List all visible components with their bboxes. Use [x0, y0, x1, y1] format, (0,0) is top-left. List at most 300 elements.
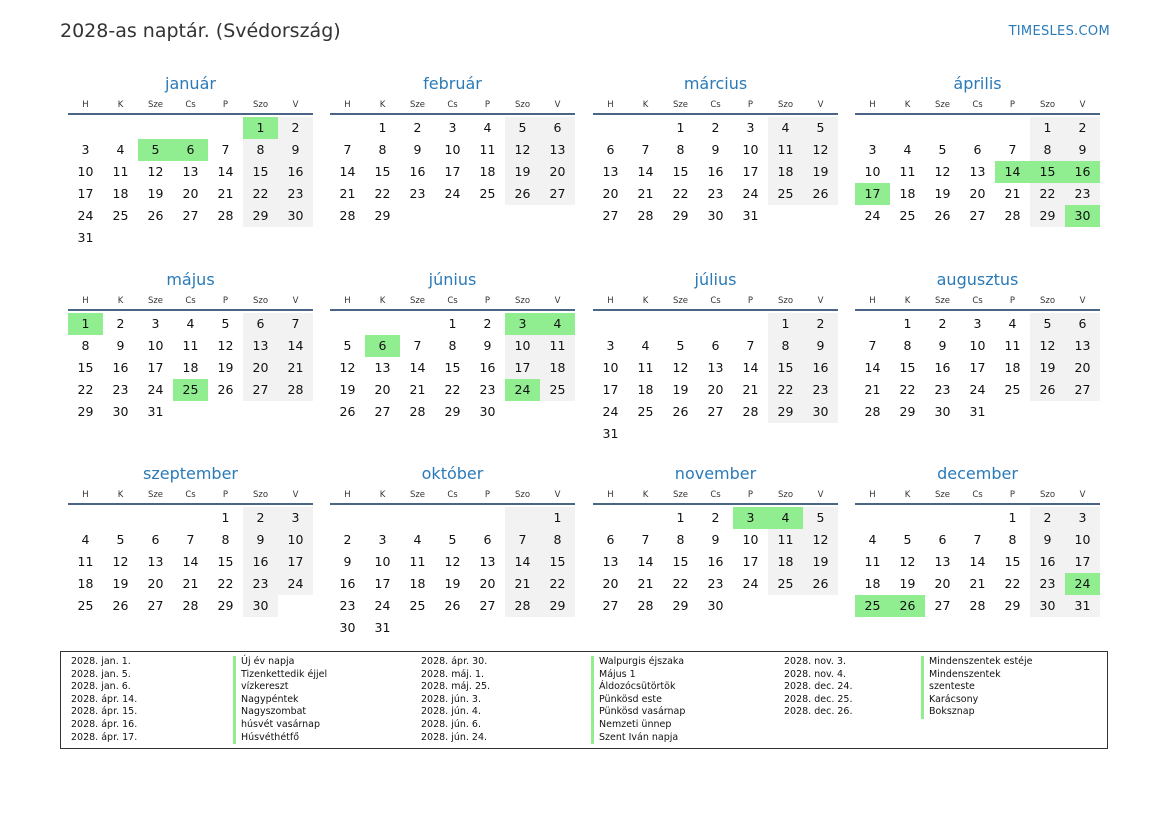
day-cell: 9 [1030, 529, 1065, 551]
day-cell: 1 [540, 507, 575, 529]
weekday-label: H [869, 296, 876, 306]
day-cell: 17 [1065, 551, 1100, 573]
day-cell: 5 [343, 338, 352, 353]
day-cell: 2 [343, 532, 352, 547]
day-cell: 16 [278, 161, 313, 183]
day-cell: 20 [374, 382, 391, 397]
day-cell: 17 [602, 382, 619, 397]
holiday-date: 2028. ápr. 17. [71, 731, 138, 743]
day-cell: 25 [899, 208, 916, 223]
day-cell: 25 [409, 598, 426, 613]
empty-cell [173, 227, 208, 249]
day-cell: 6 [540, 117, 575, 139]
day-cell: 28 [864, 404, 881, 419]
empty-cell [330, 117, 365, 139]
day-cell: 30 [339, 620, 356, 635]
weekday-label: H [82, 490, 89, 500]
day-cell: 30 [1030, 595, 1065, 617]
day-cell: 25 [112, 208, 129, 223]
empty-cell [435, 507, 470, 529]
empty-cell [505, 401, 540, 423]
empty-cell [208, 117, 243, 139]
holiday-name: Húsvéthétfő [233, 732, 327, 745]
day-cell: 7 [413, 338, 422, 353]
day-cell: 14 [864, 360, 881, 375]
weekday-label: Szo [514, 296, 531, 306]
day-cell: 1 [68, 313, 103, 335]
day-cell: 7 [641, 142, 650, 157]
day-cell: 23 [934, 382, 951, 397]
day-cell: 18 [540, 357, 575, 379]
weekday-label: Szo [1039, 490, 1056, 500]
day-cell: 31 [969, 404, 986, 419]
empty-cell [68, 117, 103, 139]
empty-cell [243, 227, 278, 249]
empty-cell [540, 617, 575, 639]
day-cell: 5 [938, 142, 947, 157]
empty-cell [733, 313, 768, 335]
empty-cell [68, 507, 103, 529]
month-name: április [953, 74, 1002, 93]
empty-cell [960, 117, 995, 139]
holiday-date: 2028. jún. 4. [421, 706, 482, 718]
day-cell: 2 [1065, 117, 1100, 139]
day-cell: 8 [81, 338, 90, 353]
day-cell: 1 [448, 316, 457, 331]
day-cell: 24 [444, 186, 461, 201]
day-cell: 22 [672, 576, 689, 591]
day-cell: 7 [973, 532, 982, 547]
day-cell: 11 [77, 554, 94, 569]
weekday-label: Cs [447, 296, 458, 306]
weekday-label: K [379, 100, 386, 110]
empty-cell [330, 507, 365, 529]
day-cell: 1 [676, 510, 685, 525]
day-cell: 14 [637, 554, 654, 569]
weekday-label: K [904, 100, 911, 110]
site-link[interactable]: TIMESLES.COM [1008, 24, 1110, 39]
empty-cell [103, 227, 138, 249]
empty-cell [593, 313, 628, 335]
empty-cell [733, 423, 768, 445]
day-cell: 26 [934, 208, 951, 223]
day-cell: 2 [278, 117, 313, 139]
day-cell: 3 [448, 120, 457, 135]
day-cell: 13 [479, 554, 496, 569]
month-name: július [694, 270, 737, 289]
day-cell: 17 [147, 360, 164, 375]
day-cell: 14 [339, 164, 356, 179]
weekday-label: H [344, 490, 351, 500]
weekday-label: V [292, 296, 299, 306]
weekday-label: V [554, 296, 561, 306]
day-cell: 6 [711, 338, 720, 353]
day-cell: 9 [343, 554, 352, 569]
day-cell: 11 [637, 360, 654, 375]
day-cell: 22 [77, 382, 94, 397]
day-cell: 23 [278, 183, 313, 205]
day-cell: 14 [278, 335, 313, 357]
day-cell: 22 [899, 382, 916, 397]
day-cell: 29 [672, 598, 689, 613]
weekday-label: Sze [934, 100, 951, 110]
empty-cell [173, 117, 208, 139]
day-cell: 21 [864, 382, 881, 397]
day-cell: 12 [444, 554, 461, 569]
empty-cell [540, 401, 575, 423]
day-cell: 14 [969, 554, 986, 569]
holiday-name: Nagypéntek [233, 694, 327, 707]
empty-cell [505, 507, 540, 529]
empty-cell [593, 117, 628, 139]
day-cell: 1 [1008, 510, 1017, 525]
weekday-label: K [379, 490, 386, 500]
month-name: március [683, 74, 748, 93]
empty-cell [698, 313, 733, 335]
day-cell: 11 [864, 554, 881, 569]
day-cell: 23 [339, 598, 356, 613]
weekday-header [855, 293, 1100, 311]
day-cell: 15 [243, 161, 278, 183]
day-cell: 28 [339, 208, 356, 223]
day-cell: 29 [672, 208, 689, 223]
day-cell: 3 [505, 313, 540, 335]
day-cell: 20 [602, 576, 619, 591]
weekday-label: Sze [409, 296, 426, 306]
month-block [593, 267, 838, 445]
day-cell: 22 [768, 379, 803, 401]
day-cell: 4 [768, 117, 803, 139]
holiday-date: 2028. ápr. 14. [71, 693, 138, 705]
day-cell: 19 [1030, 357, 1065, 379]
weekday-label: P [1009, 100, 1016, 110]
empty-cell [505, 205, 540, 227]
day-cell: 5 [505, 117, 540, 139]
weekday-header [68, 487, 313, 505]
day-cell: 29 [899, 404, 916, 419]
holiday-date: 2028. ápr. 16. [71, 718, 138, 730]
day-cell: 20 [182, 186, 199, 201]
day-cell: 3 [1065, 507, 1100, 529]
empty-cell [400, 507, 435, 529]
empty-cell [103, 117, 138, 139]
day-cell: 17 [855, 183, 890, 205]
weekday-label: Sze [672, 296, 689, 306]
weekday-label: V [1079, 490, 1086, 500]
day-cell: 30 [479, 404, 496, 419]
month-block [68, 461, 313, 617]
day-cell: 31 [77, 230, 94, 245]
day-cell: 3 [151, 316, 160, 331]
day-cell: 10 [1065, 529, 1100, 551]
weekday-label: K [642, 100, 649, 110]
month-block [330, 71, 575, 227]
weekday-label: Cs [710, 100, 721, 110]
day-cell: 30 [707, 598, 724, 613]
holiday-date: 2028. ápr. 15. [71, 706, 138, 718]
day-cell: 2 [711, 120, 720, 135]
day-cell: 4 [186, 316, 195, 331]
day-cell: 12 [672, 360, 689, 375]
weekday-label: V [1079, 296, 1086, 306]
legend-date-column [71, 656, 137, 744]
empty-cell [138, 227, 173, 249]
day-cell: 12 [934, 164, 951, 179]
day-cell: 11 [479, 142, 496, 157]
month-name: szeptember [142, 464, 238, 483]
empty-cell [505, 617, 540, 639]
weekday-header [68, 97, 313, 115]
day-cell: 18 [479, 164, 496, 179]
day-cell: 27 [934, 598, 951, 613]
day-cell: 18 [768, 551, 803, 573]
day-cell: 30 [278, 205, 313, 227]
weekday-label: P [747, 100, 754, 110]
day-cell: 9 [803, 335, 838, 357]
day-cell: 14 [637, 164, 654, 179]
holiday-name: Május 1 [591, 669, 685, 682]
day-cell: 6 [973, 142, 982, 157]
day-cell: 7 [505, 529, 540, 551]
day-cell: 26 [112, 598, 129, 613]
day-cell: 25 [540, 379, 575, 401]
day-cell: 24 [1065, 573, 1100, 595]
day-grid [593, 507, 838, 617]
holiday-date: 2028. máj. 1. [421, 668, 485, 680]
day-cell: 17 [742, 554, 759, 569]
day-cell: 27 [374, 404, 391, 419]
weekday-label: Sze [934, 296, 951, 306]
day-cell: 7 [221, 142, 230, 157]
holiday-name: Áldozócsütörtök [591, 681, 685, 694]
weekday-header [330, 97, 575, 115]
day-cell: 16 [707, 554, 724, 569]
day-cell: 2 [803, 313, 838, 335]
day-cell: 10 [147, 338, 164, 353]
day-cell: 16 [803, 357, 838, 379]
day-cell: 27 [479, 598, 496, 613]
day-cell: 18 [637, 382, 654, 397]
day-cell: 9 [711, 532, 720, 547]
day-cell: 29 [540, 595, 575, 617]
month-block [855, 461, 1100, 617]
day-cell: 10 [374, 554, 391, 569]
day-cell: 22 [1030, 183, 1065, 205]
day-cell: 24 [77, 208, 94, 223]
day-cell: 14 [505, 551, 540, 573]
day-cell: 26 [1030, 379, 1065, 401]
day-cell: 3 [278, 507, 313, 529]
day-cell: 21 [217, 186, 234, 201]
day-cell: 30 [1065, 205, 1100, 227]
day-cell: 18 [409, 576, 426, 591]
day-cell: 22 [243, 183, 278, 205]
holiday-date: 2028. jún. 24. [421, 731, 488, 743]
empty-cell [138, 117, 173, 139]
day-cell: 26 [444, 598, 461, 613]
day-cell: 13 [182, 164, 199, 179]
day-cell: 24 [969, 382, 986, 397]
holiday-date: 2028. máj. 25. [421, 681, 491, 693]
day-grid [855, 117, 1100, 227]
day-cell: 26 [217, 382, 234, 397]
day-cell: 18 [1004, 360, 1021, 375]
day-grid [593, 313, 838, 445]
empty-cell [173, 401, 208, 423]
holiday-date: 2028. jún. 6. [421, 718, 482, 730]
day-cell: 15 [1030, 161, 1065, 183]
month-name: október [421, 464, 484, 483]
day-cell: 12 [1030, 335, 1065, 357]
weekday-label: Szo [777, 296, 794, 306]
weekday-label: P [222, 100, 229, 110]
day-cell: 22 [1004, 576, 1021, 591]
day-grid [855, 313, 1100, 423]
weekday-label: P [484, 490, 491, 500]
holiday-date: 2028. jan. 5. [71, 668, 131, 680]
day-cell: 20 [243, 357, 278, 379]
weekday-label: Szo [514, 490, 531, 500]
weekday-label: K [642, 490, 649, 500]
day-cell: 23 [707, 186, 724, 201]
day-cell: 17 [444, 164, 461, 179]
weekday-label: Cs [447, 100, 458, 110]
weekday-label: V [554, 100, 561, 110]
day-cell: 24 [505, 379, 540, 401]
empty-cell [470, 617, 505, 639]
weekday-label: Sze [672, 100, 689, 110]
weekday-header [855, 97, 1100, 115]
day-cell: 4 [81, 532, 90, 547]
weekday-label: V [817, 100, 824, 110]
weekday-label: Cs [185, 100, 196, 110]
empty-cell [855, 507, 890, 529]
day-cell: 5 [116, 532, 125, 547]
weekday-label: P [222, 490, 229, 500]
day-cell: 13 [147, 554, 164, 569]
day-cell: 28 [217, 208, 234, 223]
day-cell: 21 [742, 382, 759, 397]
holiday-name: Mindenszentek estéje [921, 656, 1033, 669]
day-grid [68, 117, 313, 249]
day-cell: 1 [221, 510, 230, 525]
day-cell: 6 [938, 532, 947, 547]
empty-cell [470, 205, 505, 227]
weekday-label: Cs [185, 490, 196, 500]
day-cell: 17 [969, 360, 986, 375]
day-grid [593, 117, 838, 227]
weekday-label: P [484, 100, 491, 110]
day-cell: 8 [676, 142, 685, 157]
day-cell: 21 [637, 186, 654, 201]
weekday-label: V [1079, 100, 1086, 110]
legend-name-column [233, 656, 327, 744]
day-cell: 28 [409, 404, 426, 419]
holiday-date: 2028. jún. 3. [421, 693, 482, 705]
day-cell: 13 [540, 139, 575, 161]
holiday-name: Nemzeti ünnep [591, 719, 685, 732]
holiday-name: Boksznap [921, 706, 1033, 719]
day-cell: 23 [1030, 573, 1065, 595]
day-cell: 18 [899, 186, 916, 201]
day-cell: 20 [1065, 357, 1100, 379]
empty-cell [173, 507, 208, 529]
empty-cell [925, 117, 960, 139]
day-cell: 30 [803, 401, 838, 423]
empty-cell [803, 205, 838, 227]
day-cell: 26 [339, 404, 356, 419]
day-cell: 15 [768, 357, 803, 379]
day-cell: 4 [116, 142, 125, 157]
day-cell: 31 [602, 426, 619, 441]
day-cell: 3 [733, 507, 768, 529]
day-cell: 2 [243, 507, 278, 529]
day-cell: 24 [864, 208, 881, 223]
day-cell: 27 [1065, 379, 1100, 401]
day-grid [855, 507, 1100, 617]
holiday-name: húsvét vasárnap [233, 719, 327, 732]
day-cell: 15 [672, 554, 689, 569]
empty-cell [400, 313, 435, 335]
day-cell: 11 [540, 335, 575, 357]
day-cell: 13 [969, 164, 986, 179]
day-grid [330, 117, 575, 227]
day-cell: 16 [243, 551, 278, 573]
day-cell: 16 [479, 360, 496, 375]
empty-cell [960, 507, 995, 529]
day-cell: 28 [182, 598, 199, 613]
day-cell: 27 [182, 208, 199, 223]
legend-name-column [921, 656, 1033, 719]
day-cell: 7 [186, 532, 195, 547]
day-cell: 18 [77, 576, 94, 591]
empty-cell [1030, 401, 1065, 423]
day-cell: 18 [182, 360, 199, 375]
month-block [855, 267, 1100, 423]
day-cell: 9 [1065, 139, 1100, 161]
weekday-label: Sze [147, 100, 164, 110]
weekday-header [68, 293, 313, 311]
day-cell: 13 [934, 554, 951, 569]
day-cell: 4 [1008, 316, 1017, 331]
day-cell: 29 [1004, 598, 1021, 613]
day-cell: 16 [112, 360, 129, 375]
day-cell: 24 [602, 404, 619, 419]
weekday-label: K [379, 296, 386, 306]
day-cell: 20 [147, 576, 164, 591]
day-cell: 15 [444, 360, 461, 375]
day-cell: 8 [243, 139, 278, 161]
weekday-label: V [554, 490, 561, 500]
day-cell: 4 [413, 532, 422, 547]
day-cell: 2 [116, 316, 125, 331]
day-cell: 27 [602, 208, 619, 223]
empty-cell [365, 507, 400, 529]
day-cell: 22 [444, 382, 461, 397]
day-cell: 9 [243, 529, 278, 551]
day-cell: 29 [1030, 205, 1065, 227]
weekday-label: Cs [447, 490, 458, 500]
empty-cell [593, 507, 628, 529]
day-cell: 9 [413, 142, 422, 157]
day-cell: 5 [448, 532, 457, 547]
weekday-label: H [869, 100, 876, 110]
weekday-label: Szo [514, 100, 531, 110]
holiday-date: 2028. nov. 4. [784, 668, 847, 680]
day-cell: 6 [1065, 313, 1100, 335]
day-cell: 7 [868, 338, 877, 353]
day-cell: 19 [339, 382, 356, 397]
